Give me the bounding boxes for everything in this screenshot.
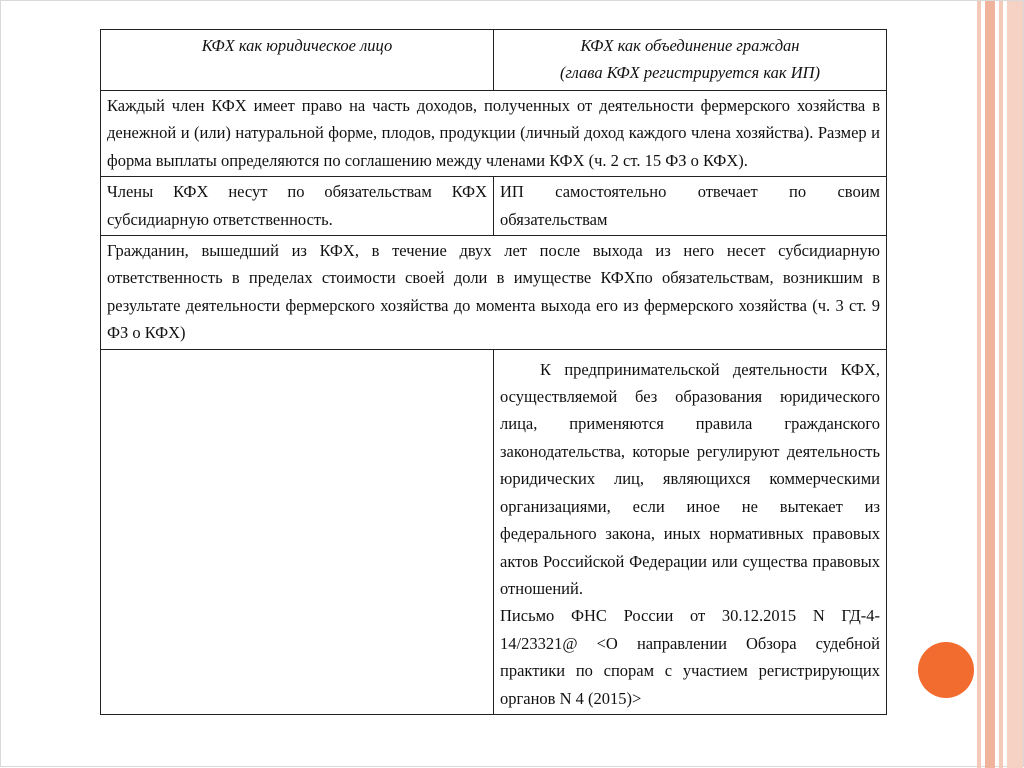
- ip-liability-cell: ИП самостоятельно отвечает по своим обязательствам: [494, 177, 887, 236]
- fns-letter-reference: Письмо ФНС России от 30.12.2015 N ГД-4-14/23321@ <О направлении Обзора судебной практики по спорам с участием регистрирующих органов N 4 (2015)>: [500, 606, 880, 708]
- header-legal-entity: КФХ как юридическое лицо: [101, 30, 494, 91]
- decorative-stripes: [977, 1, 1023, 768]
- former-member-liability-cell: Гражданин, вышедший из КФХ, в течение двух лет после выхода из него несет субсидиарную ответственность в пределах стоимости своей доли в имуществе КФХпо обязательствам, возникшим в результате деятельности фермерского хозяйства до момента выхода его из фермерского хозяйства (ч. 3 ст. 9 ФЗ о КФХ): [101, 236, 887, 350]
- stripe: [1007, 1, 1023, 768]
- header-right-line1: КФХ как объединение граждан: [580, 36, 800, 55]
- income-rights-cell: Каждый член КФХ имеет право на часть доходов, полученных от деятельности фермерского хозяйства в денежной и (или) натуральной форме, плодов, продукции (личный доход каждого члена хозяйства). Размер и форма выплаты определяются по соглашению между членами КФХ (ч. 2 ст. 15 ФЗ о КФХ).: [101, 91, 887, 177]
- header-citizens-association: [494, 30, 887, 91]
- civil-law-paragraph: К предпринимательской деятельности КФХ, осуществляемой без образования юридического лица, применяются правила гражданского законодательства, которые регулируют деятельность юридических лиц, являющихся коммерческими организациями, если иное не вытекает из федерального закона, иных нормативных правовых актов Российской Федерации или существа правовых отношений.: [500, 359, 880, 598]
- table-row: [101, 91, 887, 177]
- stripe: [977, 1, 981, 768]
- civil-law-rules-cell: [494, 349, 887, 714]
- empty-cell: [101, 349, 494, 714]
- members-liability-cell: Члены КФХ несут по обязательствам КФХ субсидиарную ответственность.: [101, 177, 494, 236]
- stripe: [999, 1, 1003, 768]
- table-row: [101, 177, 887, 236]
- table-header-row: [101, 30, 887, 91]
- stripe: [985, 1, 995, 768]
- table-row: [101, 349, 887, 714]
- header-right-line2: (глава КФХ регистрируется как ИП): [559, 63, 821, 83]
- decorative-circle: [918, 642, 974, 698]
- table-row: [101, 236, 887, 350]
- comparison-table: [100, 29, 887, 715]
